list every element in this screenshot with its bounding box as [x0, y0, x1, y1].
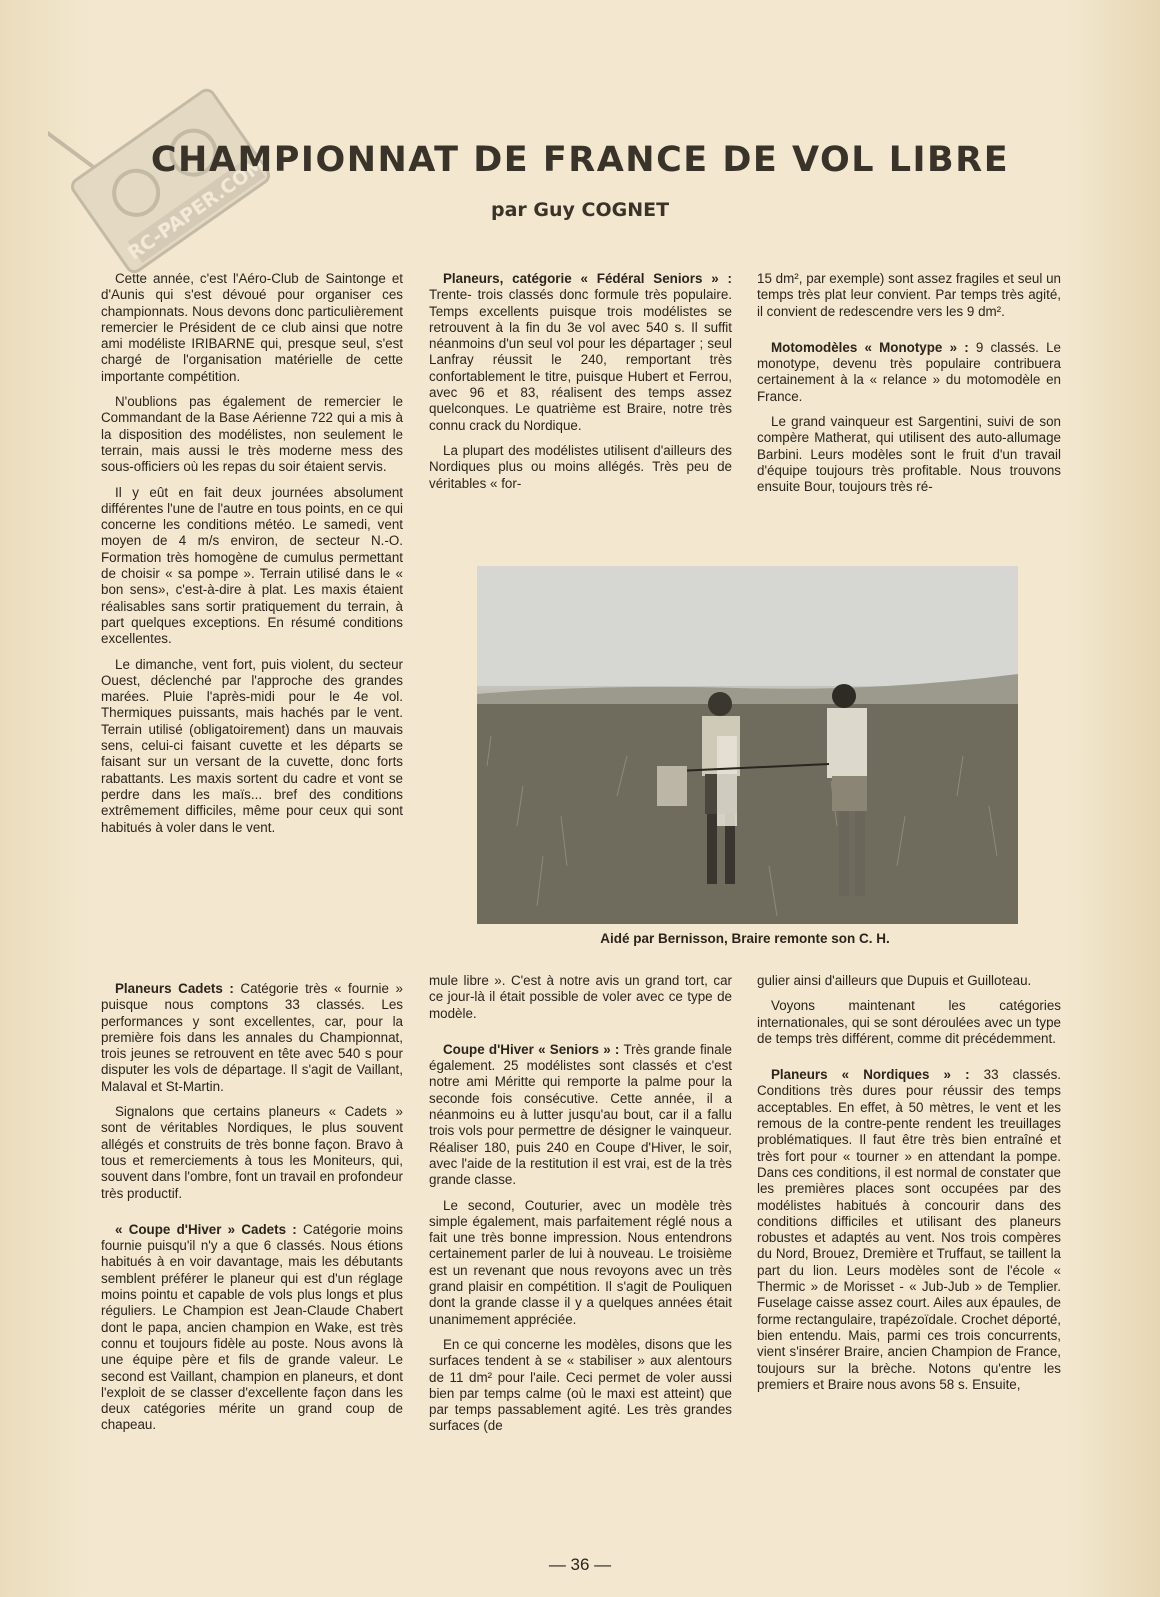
paragraph: Planeurs, catégorie « Fédéral Seniors » : Trente- trois classés donc formule très populaire. Temps excellents puisque trois modélistes se retrouvent à la fin du 3e vol avec 540 s. Il suffit néanmoins d'un seul vol pour les départager ; seul Lanfray réussit le 240, remportant très confortablement le titre, puisque Hubert et Ferrou, avec 96 et 83, réalisent des temps assez quelconques. Le quatrième est Braire, notre très connu crack du Nordique.: [429, 271, 732, 433]
column-2-bottom: [429, 973, 732, 1435]
section-heading: Planeurs « Nordiques » :: [771, 1067, 970, 1083]
section-heading: « Coupe d'Hiver » Cadets :: [115, 1221, 297, 1237]
column-3-bottom: [757, 973, 1061, 1393]
paragraph: Le dimanche, vent fort, puis violent, du secteur Ouest, déclenché par l'approche des grandes marées. Pluie l'après-midi pour le 4e vol. Thermiques puissants, mais hachés par le vent. Terrain utilisé (obligatoirement) dans un mauvais sens, celui-ci faisant cuvette et les départs se faisant sur un versant de la cuvette, donc forts rabattants. Les maxis sortent du cadre et vont se perdre dans les maïs... bref des conditions extrêmement difficiles, même pour ceux qui sont habitués à voler dans le vent.: [101, 656, 403, 835]
paragraph: La plupart des modélistes utilisent d'ailleurs des Nordiques plus ou moins allégés. Très peu de véritables « for-: [429, 442, 732, 491]
column-1-top: [101, 271, 403, 836]
paragraph: Voyons maintenant les catégories internationales, qui se sont déroulées avec un type de temps très différent, comme dit précédemment.: [757, 998, 1061, 1046]
section-heading: Coupe d'Hiver « Seniors » :: [443, 1041, 620, 1057]
paragraph: gulier ainsi d'ailleurs que Dupuis et Guilloteau.: [757, 973, 1032, 988]
page-number: — 36 —: [548, 1555, 612, 1574]
paragraph: mule libre ». C'est à notre avis un grand tort, car ce jour-là il était possible de voler avec ce type de modèle.: [429, 973, 732, 1021]
paragraph: Le second, Couturier, avec un modèle très simple également, mais parfaitement réglé nous a fait une très bonne impression. Nous entendrons certainement parler de lui à nouveau. Le troisième est un revenant que nous revoyons avec un très grand plaisir en compétition. Il s'agit de Pouliquen dont la grande classe il y a quelques années était unanimement appréciée.: [429, 1197, 732, 1327]
article-byline: par Guy COGNET: [490, 199, 670, 221]
column-3-top: [757, 271, 1061, 496]
paragraph: Coupe d'Hiver « Seniors » : Très grande finale également. 25 modélistes sont classés et c'est notre ami Méritte qui remporte la palme pour la seconde fois consécutive. Cette année, il a néanmoins eu à lutter jusqu'au bout, car il a fallu trois vols pour permettre de désigner le vainqueur. Réaliser 180, puis 240 en Coupe d'Hiver, le soir, avec l'aide de la restitution il est vrai, est de la très grande classe.: [429, 1041, 732, 1188]
field-photo: [477, 566, 1018, 924]
column-1-bottom: [101, 981, 403, 1434]
section-heading: Motomodèles « Monotype » :: [771, 339, 969, 355]
paragraph: Planeurs Cadets : Catégorie très « fournie » puisque nous comptons 33 classés. Les performances y sont excellentes, car, pour la première fois dans les annales du Championnat, trois jeunes se retrouvent en tête avec 540 s pour disputer les vols de départage. Il s'agit de Vaillant, Malaval et St-Martin.: [101, 981, 403, 1094]
article-title: CHAMPIONNAT DE FRANCE DE VOL LIBRE: [150, 140, 1010, 180]
section-heading: Planeurs Cadets :: [115, 981, 234, 996]
paragraph: Signalons que certains planeurs « Cadets » sont de véritables Nordiques, le plus souvent allégés et construits de très bonne façon. Bravo à tous et remerciements à tous les Moniteurs, qui, souvent dans l'ombre, font un travail en profondeur très productif.: [101, 1104, 403, 1201]
watermark-text: RC-PAPER.COM: [123, 153, 270, 265]
paragraph: Le grand vainqueur est Sargentini, suivi de son compère Matherat, qui utilisent des auto-allumage Barbini. Leurs modèles sont le fruit d'un travail d'équipe toujours très profitable. Nous trouvons ensuite Bour, toujours très ré-: [757, 414, 1061, 495]
paragraph: Cette année, c'est l'Aéro-Club de Saintonge et d'Aunis qui s'est dévoué pour organiser ces championnats. Nous devons donc particulièrement remercier le Président de ce club ainsi que notre ami modéliste IRIBARNE qui, presque seul, s'est chargé de l'organisation matérielle de cette importante compétition.: [101, 271, 403, 384]
paragraph: Planeurs « Nordiques » : 33 classés. Conditions très dures pour réussir des temps acceptables. En effet, à 50 mètres, le vent et les remous de la contre-pente rendent les treuillages problématiques. Il faut être très bien entraîné et très fort pour « tourner » en attendant la pompe. Dans ces conditions, il est normal de constater que les premières places sont occupées par des modélistes habitués à concourir dans des conditions difficiles et utilisant des planeurs robustes et adaptés au vent. Nos trois compères du Nord, Brouez, Dremière et Truffaut, se taillent la part du lion. Leurs modèles sont de l'école « Thermic » de Morisset - « Jub-Jub » de Templier. Fuselage caisse assez court. Ailes aux épaules, de forme rectangulaire, trapézoïdale. Crochet déporté, bien entendu. Mais, parmi ces trois concurrents, vient s'insérer Braire, ancien Champion de France, toujours sur la brèche. Notons qu'entre les premiers et Braire nous avons 58 s. Ensuite,: [757, 1067, 1061, 1392]
section-heading: Planeurs, catégorie « Fédéral Seniors » :: [443, 271, 732, 286]
paragraph: 15 dm², par exemple) sont assez fragiles et seul un temps très plat leur convient. Par temps très agité, il convient de redescendre vers les 9 dm².: [757, 271, 1061, 319]
paragraph: Motomodèles « Monotype » : 9 classés. Le monotype, devenu très populaire contribuera certainement à la « relance » du motomodèle en France.: [757, 339, 1062, 404]
paragraph: « Coupe d'Hiver » Cadets : Catégorie moins fournie puisqu'il n'y a que 6 classés. Nous étions habitués à en voir davantage, mais les débutants semblent préférer le planeur qui est d'un réglage moins pointu et capable de vols plus longs et plus réguliers. Le Champion est Jean-Claude Chabert dont le papa, ancien champion en Wake, est très connu et toujours fidèle au poste. Nous avons là une équipe père et fils de grande valeur. Le second est Vaillant, champion en planeurs, et dont l'exploit de se classer d'excellente façon dans les deux catégories mérite un grand coup de chapeau.: [101, 1221, 403, 1433]
paragraph: En ce qui concerne les modèles, disons que les surfaces tendent à se « stabiliser » aux alentours de 11 dm² pour l'aile. Ceci permet de voler aussi bien par temps calme (où le maxi est atteint) que par temps passablement agité. Les très grandes surfaces (de: [429, 1336, 732, 1434]
column-2-top: [429, 271, 732, 492]
paragraph: Il y eût en fait deux journées absolument différentes l'une de l'autre en tous points, en ce qui concerne les conditions météo. Le samedi, vent moyen de 4 m/s environ, de secteur N.-O. Formation très homogène de cumulus permettant de choisir « sa pompe ». Terrain utilisé dans le « bon sens», c'est-à-dire à plat. Les maxis étaient réalisables sans sortir pratiquement du terrain, à part quelques exceptions. En résumé conditions excellentes.: [101, 484, 403, 647]
photo-caption: Aidé par Bernisson, Braire remonte son C. H.: [600, 931, 890, 946]
paragraph: N'oublions pas également de remercier le Commandant de la Base Aérienne 722 qui a mis à la disposition des modélistes, non seulement le terrain, mais aussi le très moderne mess des sous-officiers où les repas du soir étaient servis.: [101, 394, 403, 475]
